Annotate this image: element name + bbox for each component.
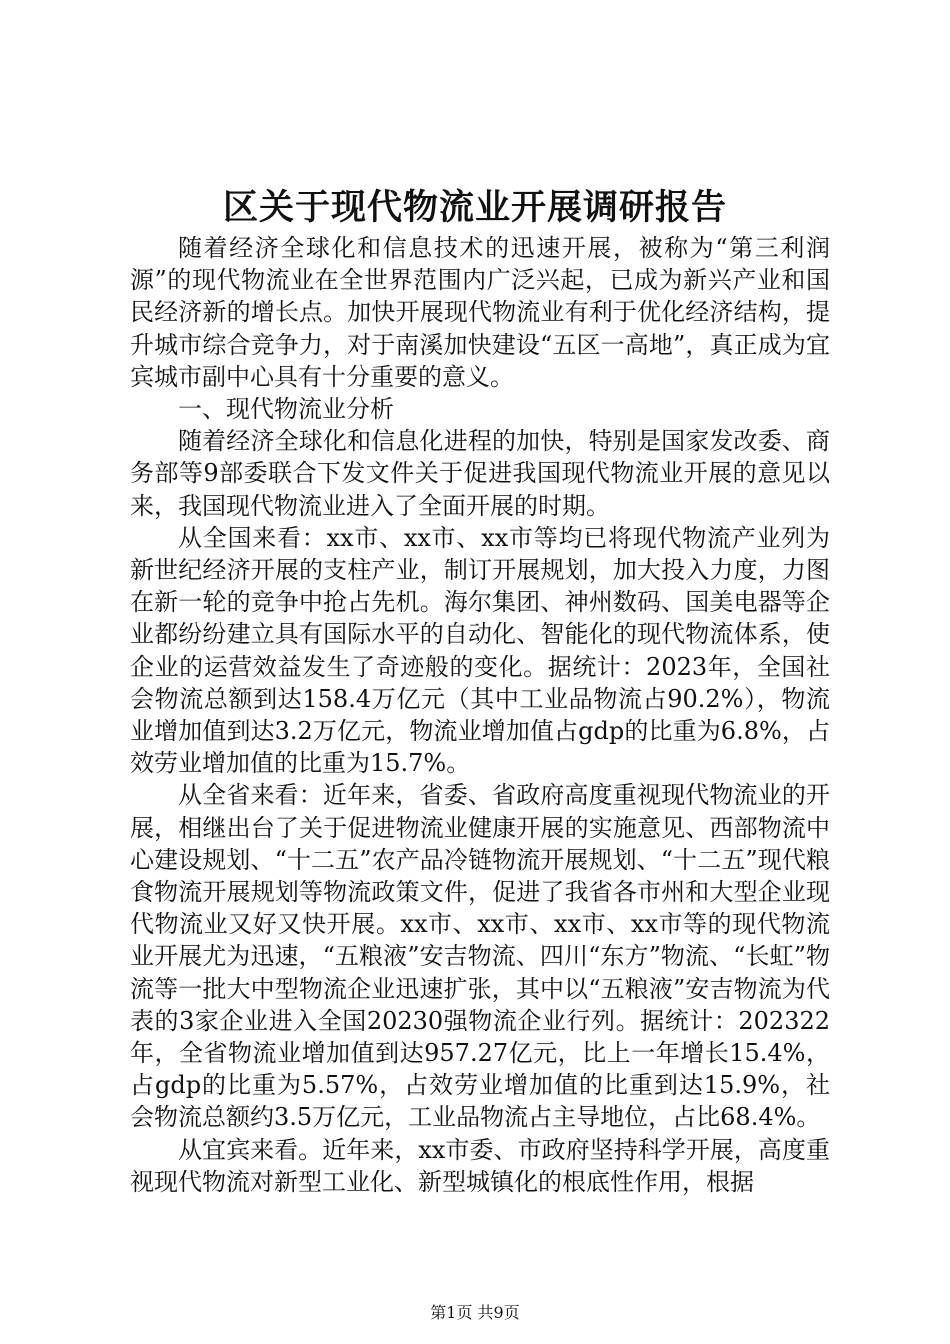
paragraph-intro: 随着经济全球化和信息技术的迅速开展，被称为“第三利润源”的现代物流业在全世界范围内广泛兴起，已成为新兴产业和国民经济新的增长点。加快开展现代物流业有利于优化经济结构，提升城市综合竞争力，对于南溪加快建设“五区一高地”，真正成为宜宾城市副中心具有十分重要的意义。 bbox=[130, 234, 830, 391]
paragraph-background: 随着经济全球化和信息化进程的加快，特别是国家发改委、商务部等9部委联合下发文件关于促进我国现代物流业开展的意见以来，我国现代物流业进入了全面开展的时期。 bbox=[130, 427, 830, 520]
page-footer: 第1页 共9页 bbox=[430, 1303, 520, 1322]
paragraph-yibin: 从宜宾来看。近年来，xx市委、市政府坚持科学开展，高度重视现代物流对新型工业化、新型城镇化的根底性作用，根据 bbox=[130, 1135, 830, 1196]
paragraph-national: 从全国来看：xx市、xx市、xx市等均已将现代物流产业列为新世纪经济开展的支柱产业，制订开展规划，加大投入力度，力图在新一轮的竞争中抢占先机。海尔集团、神州数码、国美电器等企业都纷纷建立具有国际水平的自动化、智能化的现代物流体系，使企业的运营效益发生了奇迹般的变化。据统计：2023年，全国社会物流总额到达158.4万亿元（其中工业品物流占90.2%），物流业增加值到达3.2万亿元，物流业增加值占gdp的比重为6.8%，占效劳业增加值的比重为15.7%。 bbox=[130, 523, 830, 778]
paragraph-provincial: 从全省来看：近年来，省委、省政府高度重视现代物流业的开展，相继出台了关于促进物流业健康开展的实施意见、西部物流中心建设规划、“十二五”农产品冷链物流开展规划、“十二五”现代粮食物流开展规划等物流政策文件，促进了我省各市州和大型企业现代物流业又好又快开展。xx市、xx市、xx市、xx市等的现代物流业开展尤为迅速，“五粮液”安吉物流、四川“东方”物流、“长虹”物流等一批大中型物流企业迅速扩张，其中以“五粮液”安吉物流为代表的3家企业进入全国20230强物流企业行列。据统计：202322年，全省物流业增加值到达957.27亿元，比上一年增长15.4%，占gdp的比重为5.57%，占效劳业增加值的比重到达15.9%，社会物流总额约3.5万亿元，工业品物流占主导地位，占比68.4%。 bbox=[130, 781, 830, 1132]
section-heading-analysis: 一、现代物流业分析 bbox=[178, 395, 394, 424]
document-body bbox=[130, 232, 830, 1198]
document-title: 区关于现代物流业开展调研报告 bbox=[222, 187, 727, 228]
